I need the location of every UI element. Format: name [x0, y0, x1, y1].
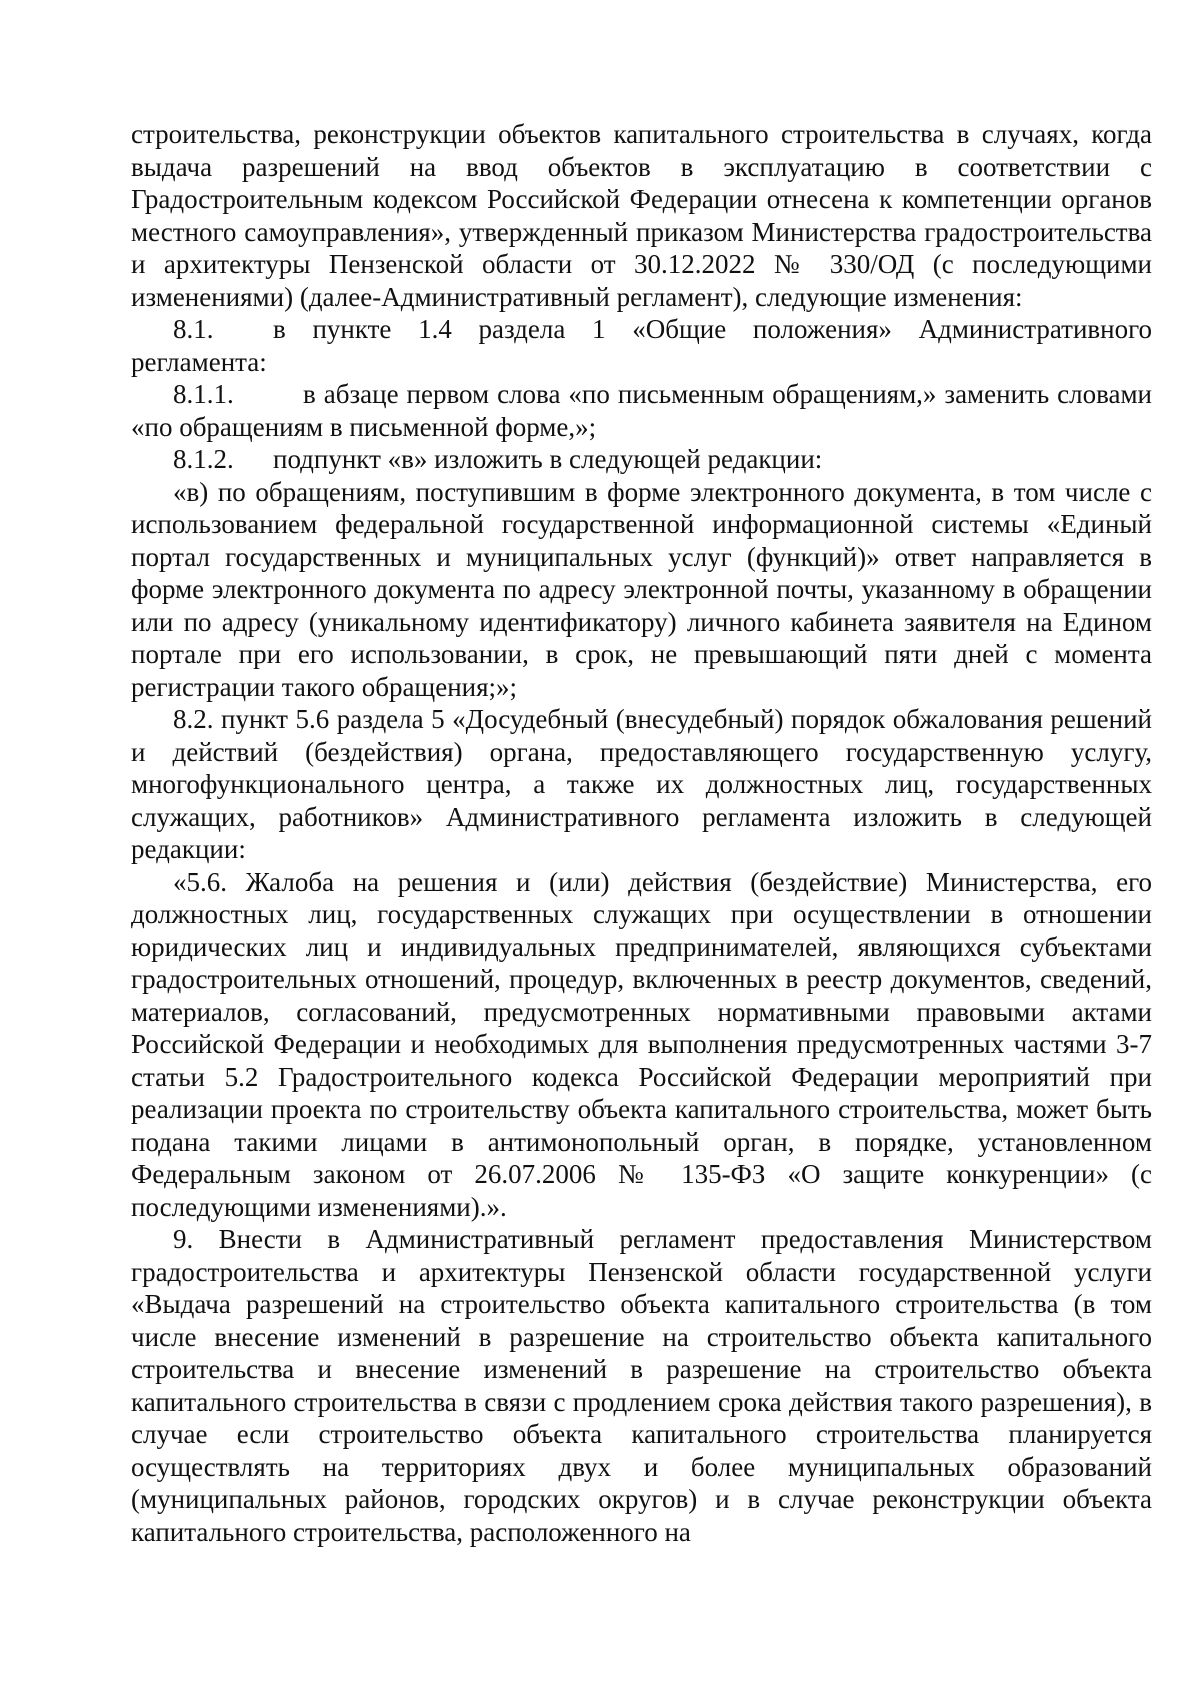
item-text-8-1: в пункте 1.4 раздела 1 «Общие положения» Административного регламента:: [131, 314, 1152, 377]
paragraph-quote-5-6: «5.6. Жалоба на решения и (или) действия (бездействие) Министерства, его должностных лиц, государственных служащих при осуществлении в отношении юридических лиц и индивидуальных предпринимателей, являющихся субъектами градостроительных отношений, процедур, включенных в реестр документов, сведений, материалов, согласований, предусмотренных нормативными правовыми актами Российской Федерации и необходимых для выполнения предусмотренных частями 3-7 статьи 5.2 Градостроительного кодекса Российской Федерации мероприятий при реализации проекта по строительству объекта капитального строительства, может быть подана такими лицами в антимонопольный орган, в порядке, установленном Федеральным законом от 26.07.2006 № 135-ФЗ «О защите конкуренции» (с последующими изменениями).».: [131, 866, 1152, 1222]
document-page: [131, 118, 1152, 1548]
paragraph-9: 9. Внести в Административный регламент предоставления Министерством градостроительства и архитектуры Пензенской области государственной услуги «Выдача разрешений на строительство объекта капитального строительства (в том числе внесение изменений в разрешение на строительство объекта капитального строительства и внесение изменений в разрешение на строительство объекта капитального строительства в связи с продлением срока действия такого разрешения), в случае если строительство объекта капитального строительства планируется осуществлять на территориях двух и более муниципальных образований (муниципальных районов, городских округов) и в случае реконструкции объекта капитального строительства, расположенного на: [131, 1224, 1152, 1547]
item-number-8-1-2: 8.1.2.: [173, 444, 234, 474]
paragraph-8-1-1: [131, 378, 1152, 443]
paragraph-intro: строительства, реконструкции объектов капитального строительства в случаях, когда выдача разрешений на ввод объектов в эксплуатацию в соответствии с Градостроительным кодексом Российской Федерации отнесена к компетенции органов местного самоуправления», утвержденный приказом Министерства градостроительства и архитектуры Пензенской области от 30.12.2022 № 330/ОД (с последующими изменениями) (далее-Административный регламент), следующие изменения:: [131, 119, 1152, 312]
item-text-8-1-1: в абзаце первом слова «по письменным обращениям,» заменить словами «по обращениям в письменной форме,»;: [131, 379, 1152, 442]
paragraph-8-1-2: [131, 443, 1152, 476]
item-number-8-1: 8.1.: [173, 314, 214, 344]
paragraph-quote-v: «в) по обращениям, поступившим в форме электронного документа, в том числе с использованием федеральной государственной информационной системы «Единый портал государственных и муниципальных услуг (функций)» ответ направляется в форме электронного документа по адресу электронной почты, указанному в обращении или по адресу (уникальному идентификатору) личного кабинета заявителя на Едином портале при его использовании, в срок, не превышающий пяти дней с момента регистрации такого обращения;»;: [131, 476, 1152, 702]
item-number-8-1-1: 8.1.1.: [173, 379, 234, 409]
paragraph-8-1: [131, 313, 1152, 378]
paragraph-8-2: 8.2. пункт 5.6 раздела 5 «Досудебный (внесудебный) порядок обжалования решений и действий (бездействия) органа, предоставляющего государственную услугу, многофункционального центра, а также их должностных лиц, государственных служащих, работников» Административного регламента изложить в следующей редакции:: [131, 704, 1152, 864]
item-text-8-1-2: подпункт «в» изложить в следующей редакции:: [273, 444, 823, 474]
